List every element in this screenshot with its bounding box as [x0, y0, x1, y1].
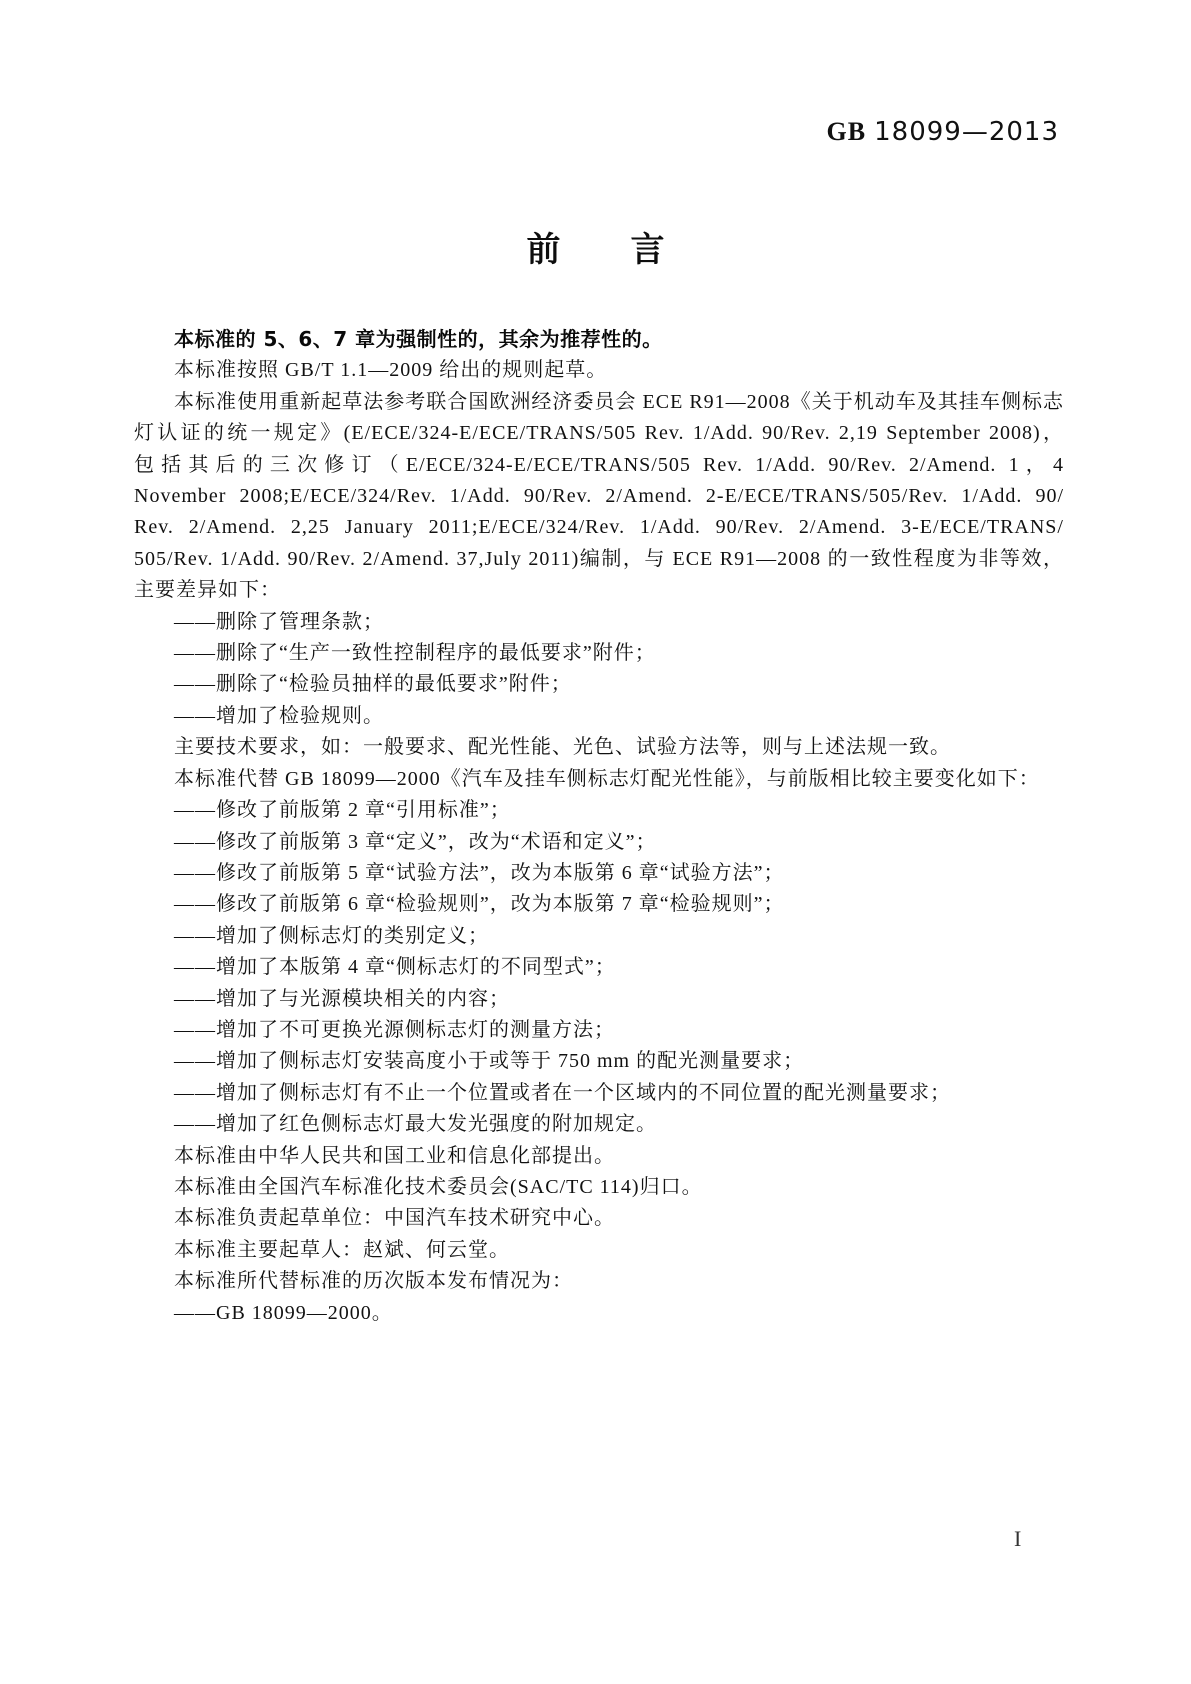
foreword-line: ——删除了“生产一致性控制程序的最低要求”附件； — [174, 642, 656, 665]
foreword-line: ——增加了与光源模块相关的内容； — [174, 987, 510, 1010]
foreword-line: 本标准由全国汽车标准化技术委员会(SAC/TC 114)归口。 — [174, 1175, 703, 1198]
foreword-line: ——GB 18099—2000。 — [174, 1301, 393, 1324]
foreword-line: ——修改了前版第 3 章“定义”，改为“术语和定义”； — [174, 830, 657, 853]
foreword-line: 本标准代替 GB 18099—2000《汽车及挂车侧标志灯配光性能》，与前版相比较主要变化如下： — [174, 767, 1040, 790]
foreword-line: November 2008;E/ECE/324/Rev. 1/Add. 90/Rev. 2/Amend. 2-E/ECE/TRANS/505/Rev. 1/Add. 90/ — [134, 485, 1064, 508]
foreword-line: 灯认证的统一规定》(E/ECE/324-E/ECE/TRANS/505 Rev. 1/Add. 90/Rev. 2,19 September 2008)， — [134, 422, 1064, 445]
page-title — [0, 222, 1191, 271]
foreword-line: ——修改了前版第 6 章“检验规则”，改为本版第 7 章“检验规则”； — [174, 893, 785, 916]
foreword-line: 本标准主要起草人：赵斌、何云堂。 — [174, 1238, 510, 1261]
foreword-line: ——删除了管理条款； — [174, 610, 384, 633]
foreword-line: ——增加了检验规则。 — [174, 704, 384, 727]
foreword-line: 主要差异如下： — [134, 579, 281, 602]
foreword-line: 本标准按照 GB/T 1.1—2009 给出的规则起草。 — [174, 359, 608, 382]
foreword-line: 本标准所代替标准的历次版本发布情况为： — [174, 1270, 573, 1293]
foreword-line: ——增加了侧标志灯的类别定义； — [174, 924, 489, 947]
page-number: I — [1014, 1526, 1022, 1551]
standard-prefix: GB — [826, 117, 867, 146]
foreword-line: 本标准的 5、6、7 章为强制性的，其余为推荐性的。 — [174, 327, 663, 351]
foreword-line: 本标准负责起草单位：中国汽车技术研究中心。 — [174, 1207, 615, 1230]
foreword-line: 本标准由中华人民共和国工业和信息化部提出。 — [174, 1144, 615, 1167]
title-char-second: 言 — [630, 230, 665, 270]
foreword-line: ——增加了侧标志灯安装高度小于或等于 750 mm 的配光测量要求； — [174, 1050, 805, 1073]
foreword-line: ——修改了前版第 5 章“试验方法”，改为本版第 6 章“试验方法”； — [174, 861, 785, 884]
foreword-line: ——增加了侧标志灯有不止一个位置或者在一个区域内的不同位置的配光测量要求； — [174, 1081, 951, 1104]
foreword-line: 本标准使用重新起草法参考联合国欧洲经济委员会 ECE R91—2008《关于机动车及其挂车侧标志 — [174, 390, 1064, 413]
standard-number — [827, 117, 1059, 147]
foreword-line: ——增加了本版第 4 章“侧标志灯的不同型式”； — [174, 956, 616, 979]
standard-code: 18099—2013 — [874, 117, 1059, 147]
foreword-line: ——增加了不可更换光源侧标志灯的测量方法； — [174, 1018, 615, 1041]
foreword-line: ——删除了“检验员抽样的最低要求”附件； — [174, 673, 572, 696]
foreword-line: 505/Rev. 1/Add. 90/Rev. 2/Amend. 37,July 2011)编制，与 ECE R91—2008 的一致性程度为非等效， — [134, 547, 1064, 570]
foreword-body — [134, 324, 1064, 1329]
foreword-line: ——修改了前版第 2 章“引用标准”； — [174, 799, 511, 822]
foreword-line: Rev. 2/Amend. 2,25 January 2011;E/ECE/324/Rev. 1/Add. 90/Rev. 2/Amend. 3-E/ECE/TRANS/ — [134, 516, 1064, 539]
title-char-first: 前 — [526, 230, 561, 270]
foreword-line: 主要技术要求，如：一般要求、配光性能、光色、试验方法等，则与上述法规一致。 — [174, 736, 951, 759]
foreword-line: 包括其后的三次修订（E/ECE/324-E/ECE/TRANS/505 Rev. 1/Add. 90/Rev. 2/Amend. 1，4 — [134, 453, 1064, 476]
foreword-line: ——增加了红色侧标志灯最大发光强度的附加规定。 — [174, 1113, 657, 1136]
